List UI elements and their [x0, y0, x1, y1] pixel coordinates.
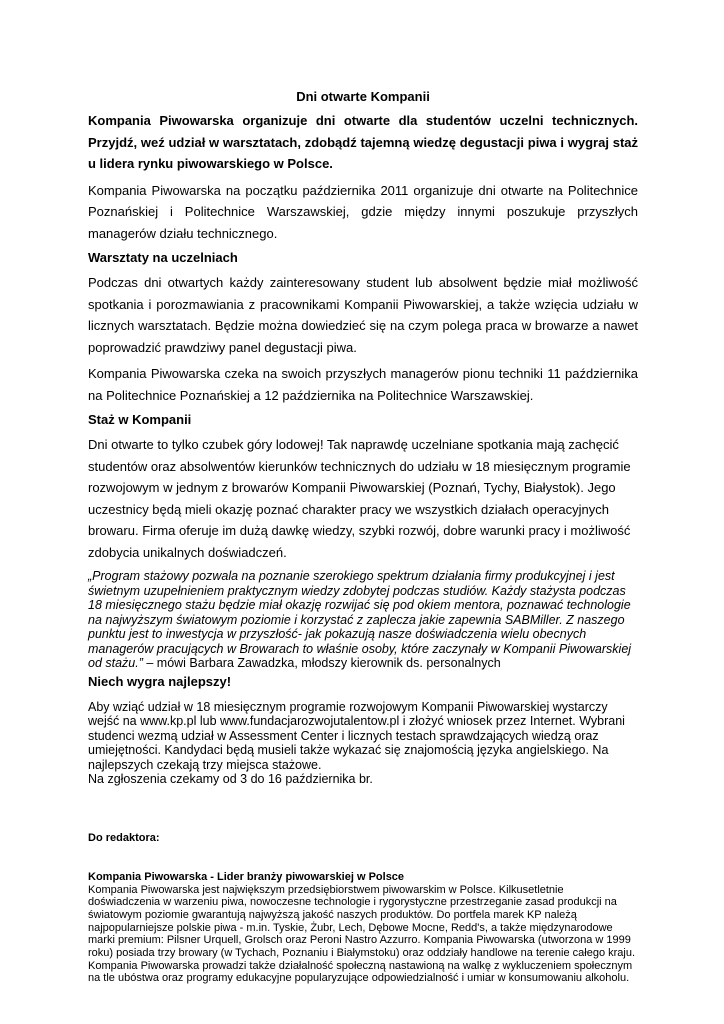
- section-heading-internship: Staż w Kompanii: [88, 412, 192, 427]
- quote-text: „Program stażowy pozwala na poznanie szerokiego spektrum działania firmy produkcyjnej i jest świetnym uzupełnieniem praktycznym wiedzy zdobytej podczas studiów. Każdy stażysta podczas 18 miesięcznego stażu będzie miał okazję rozwijać się pod okiem mentora, poznawać technologie na najwyższym światowym poziomie i korzystać z zaplecza jakie zapewnia SABMiller. Z naszego punktu jest to inwestycja w przyszłość- jak pokazują nasze doświadczenia wielu obecnych managerów pracujących w Browarach to właśnie osoby, które zaczynały w Kompanii Piwowarskiej od stażu.”: [88, 569, 632, 670]
- section-heading-workshops: Warsztaty na uczelniach: [88, 250, 238, 265]
- page-title: Dni otwarte Kompanii: [296, 89, 430, 104]
- editor-heading: Do redaktora:: [88, 831, 160, 844]
- lead-paragraph: Kompania Piwowarska organizuje dni otwarte dla studentów uczelni technicznych. Przyjdź, weź udział w warsztatach, zdobądź tajemną wiedzę degustacji piwa i wygraj staż u lidera rynku piwowarskiego w Polsce.: [88, 113, 638, 171]
- quote-attribution: – mówi Barbara Zawadzka, młodszy kierownik ds. personalnych: [142, 656, 501, 670]
- quote-block: [88, 569, 638, 671]
- intro-paragraph: Kompania Piwowarska na początku października 2011 organizuje dni otwarte na Politechnice Poznańskiej i Politechnice Warszawskiej, gdzie między innymi poszukuje przyszłych managerów działu technicznego.: [88, 182, 638, 241]
- workshops-paragraph-2: Kompania Piwowarska czeka na swoich przyszłych managerów pionu techniki 11 października na Politechnice Poznańskiej a 12 października na Politechnice Warszawskiej.: [88, 366, 638, 403]
- winner-paragraph-2: Na zgłoszenia czekamy od 3 do 16 października br.: [88, 772, 373, 786]
- company-heading: Kompania Piwowarska - Lider branży piwowarskiej w Polsce: [88, 870, 405, 883]
- winner-paragraph-1: Aby wziąć udział w 18 miesięcznym programie rozwojowym Kompanii Piwowarskiej wystarczy wejść na www.kp.pl lub www.fundacjarozwojutalentow.pl i złożyć wniosek przez Internet. Wybrani studenci wezmą udział w Assessment Center i licznych testach sprawdzających wiedzą oraz umiejętności. Kandydaci będą musieli także wykazać się znajomością języka angielskiego. Na najlepszych czekają trzy miejsca stażowe.: [88, 699, 625, 772]
- internship-paragraph: Dni otwarte to tylko czubek góry lodowej! Tak naprawdę uczelniane spotkania mają zachęcić studentów oraz absolwentów kierunków technicznych do udziału w 18 miesięcznym programie rozwojowym w jednym z browarów Kompanii Piwowarskiej (Poznań, Tychy, Białystok). Jego uczestnicy będą mieli okazję poznać charakter pracy we wszystkich działach operacyjnych browaru. Firma oferuje im dużą dawkę wiedzy, szybki rozwój, dobre warunki pracy i możliwość zdobycia unikalnych doświadczeń.: [88, 437, 631, 560]
- section-heading-winner: Niech wygra najlepszy!: [88, 673, 232, 689]
- company-paragraph: Kompania Piwowarska jest największym przedsiębiorstwem piwowarskim w Polsce. Kilkusetletnie doświadczenia w warzeniu piwa, nowoczesne technologie i rygorystyczne przestrzeganie zasad produkcji na światowym poziomie gwarantują najwyższą jakość naszych produktów. Do portfela marek KP należą najpopularniejsze polskie piwa - m.in. Tyskie, Żubr, Lech, Dębowe Mocne, Redd's, a także międzynarodowe marki premium: Pilsner Urquell, Grolsch oraz Peroni Nastro Azzurro. Kompania Piwowarska (utworzona w 1999 roku) posiada trzy browary (w Tychach, Poznaniu i Białymstoku) oraz oddziały handlowe na terenie całego kraju. Kompania Piwowarska prowadzi także działalność społeczną nastawioną na walkę z wykluczeniem społecznym na tle ubóstwa oraz programy edukacyjne popularyzujące odpowiedzialność i umiar w konsumowaniu alkoholu.: [88, 883, 636, 985]
- workshops-paragraph-1: Podczas dni otwartych każdy zainteresowany student lub absolwent będzie miał możliwość spotkania i porozmawiania z pracownikami Kompanii Piwowarskiej, a także wzięcia udziału w licznych warsztatach. Będzie można dowiedzieć się na czym polega praca w browarze a nawet poprowadzić prawdziwy panel degustacji piwa.: [88, 275, 638, 355]
